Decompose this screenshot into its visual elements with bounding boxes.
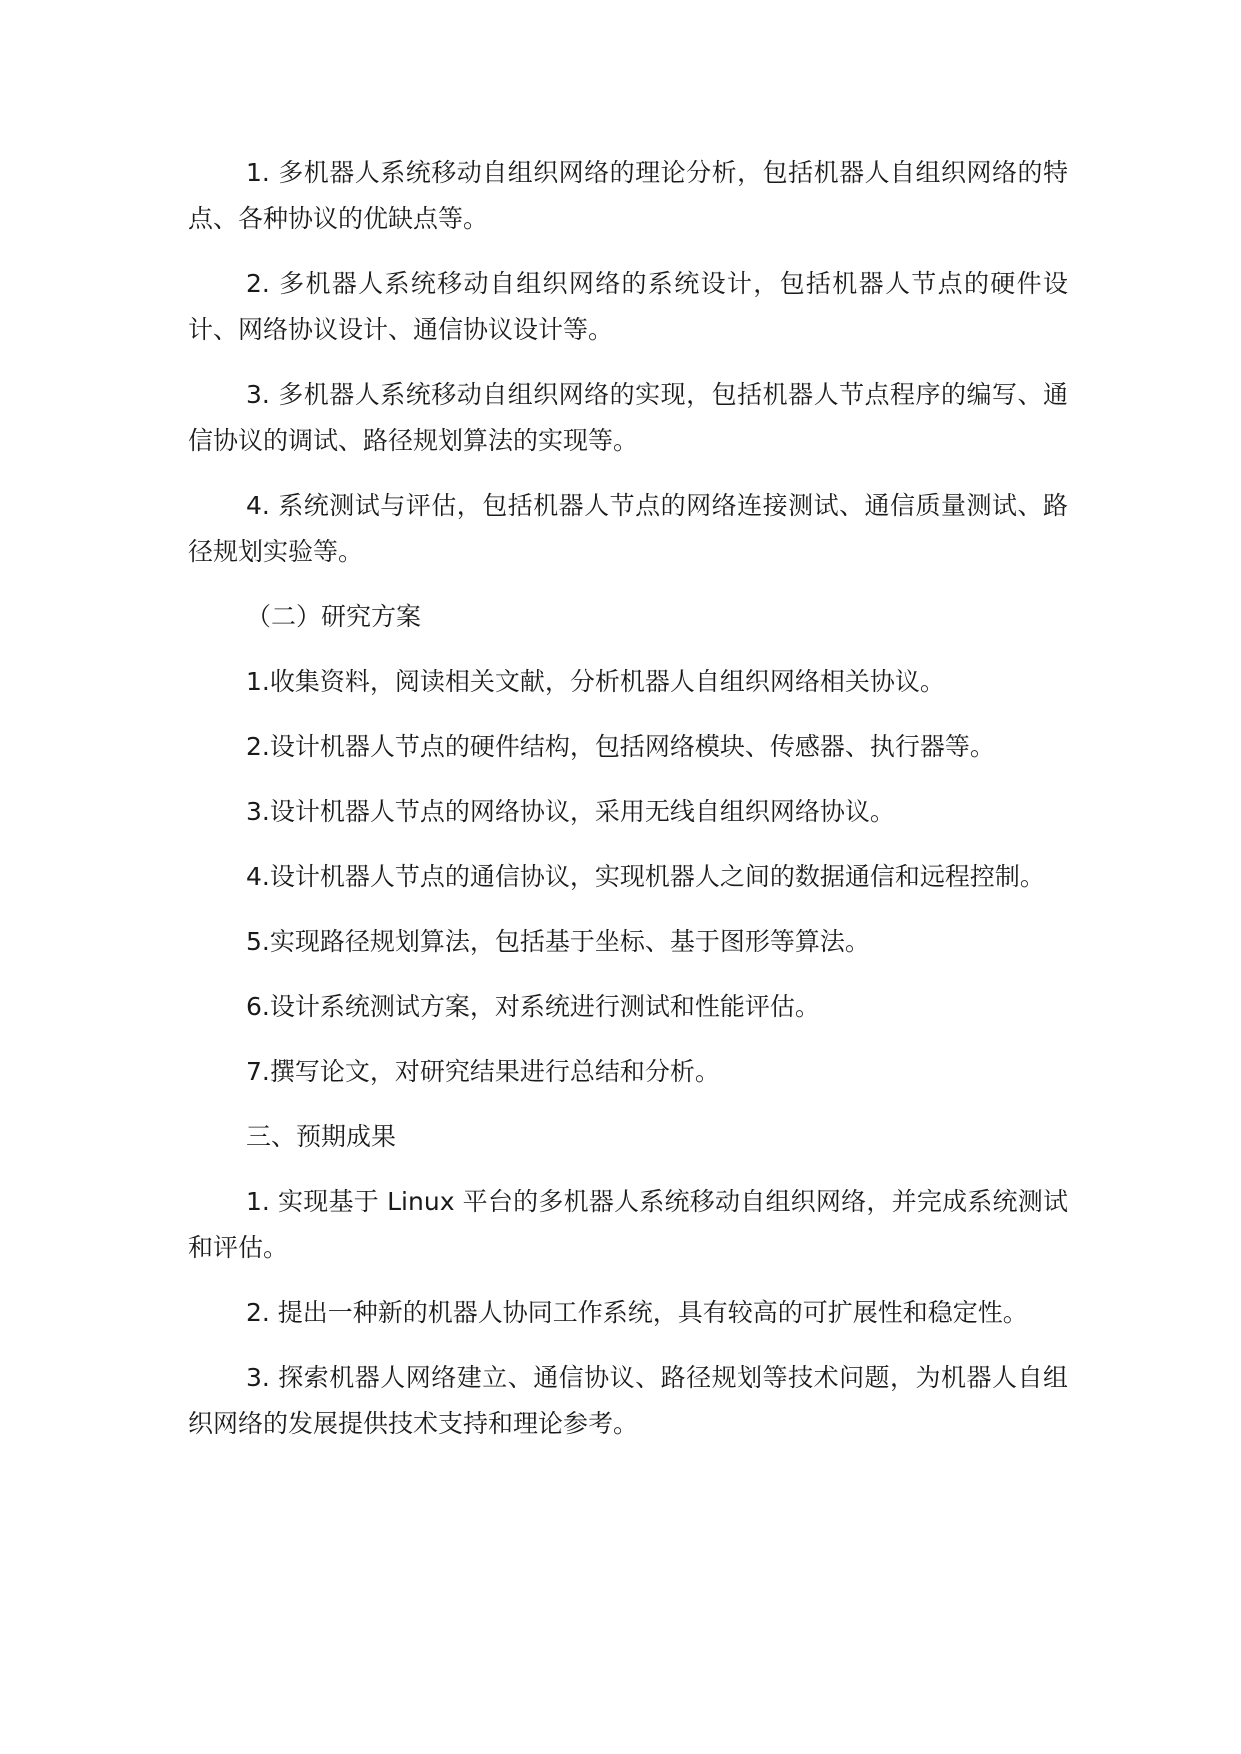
research-content-item-2: 2. 多机器人系统移动自组织网络的系统设计，包括机器人节点的硬件设计、网络协议设计、通信协议设计等。 bbox=[188, 269, 1068, 344]
research-plan-item-5: 5.实现路径规划算法，包括基于坐标、基于图形等算法。 bbox=[246, 927, 870, 956]
research-plan-item-4: 4.设计机器人节点的通信协议，实现机器人之间的数据通信和远程控制。 bbox=[246, 862, 1045, 891]
research-plan-heading: （二）研究方案 bbox=[246, 602, 422, 631]
document-body bbox=[188, 150, 1068, 1466]
research-plan-item-1: 1.收集资料，阅读相关文献，分析机器人自组织网络相关协议。 bbox=[246, 667, 945, 696]
research-plan-item-6: 6.设计系统测试方案，对系统进行测试和性能评估。 bbox=[246, 992, 820, 1021]
expected-results-item-3: 3. 探索机器人网络建立、通信协议、路径规划等技术问题，为机器人自组织网络的发展提供技术支持和理论参考。 bbox=[188, 1363, 1068, 1438]
expected-results-item-2: 2. 提出一种新的机器人协同工作系统，具有较高的可扩展性和稳定性。 bbox=[246, 1298, 1028, 1327]
research-content-item-4: 4. 系统测试与评估，包括机器人节点的网络连接测试、通信质量测试、路径规划实验等。 bbox=[188, 491, 1068, 566]
research-content-item-1: 1. 多机器人系统移动自组织网络的理论分析，包括机器人自组织网络的特点、各种协议的优缺点等。 bbox=[188, 158, 1068, 233]
research-content-item-3: 3. 多机器人系统移动自组织网络的实现，包括机器人节点程序的编写、通信协议的调试、路径规划算法的实现等。 bbox=[188, 380, 1068, 455]
research-plan-item-3: 3.设计机器人节点的网络协议，采用无线自组织网络协议。 bbox=[246, 797, 895, 826]
expected-results-heading: 三、预期成果 bbox=[246, 1122, 397, 1151]
expected-results-item-1: 1. 实现基于 Linux 平台的多机器人系统移动自组织网络，并完成系统测试和评估。 bbox=[188, 1187, 1068, 1262]
research-plan-item-7: 7.撰写论文，对研究结果进行总结和分析。 bbox=[246, 1057, 720, 1086]
research-plan-item-2: 2.设计机器人节点的硬件结构，包括网络模块、传感器、执行器等。 bbox=[246, 732, 995, 761]
